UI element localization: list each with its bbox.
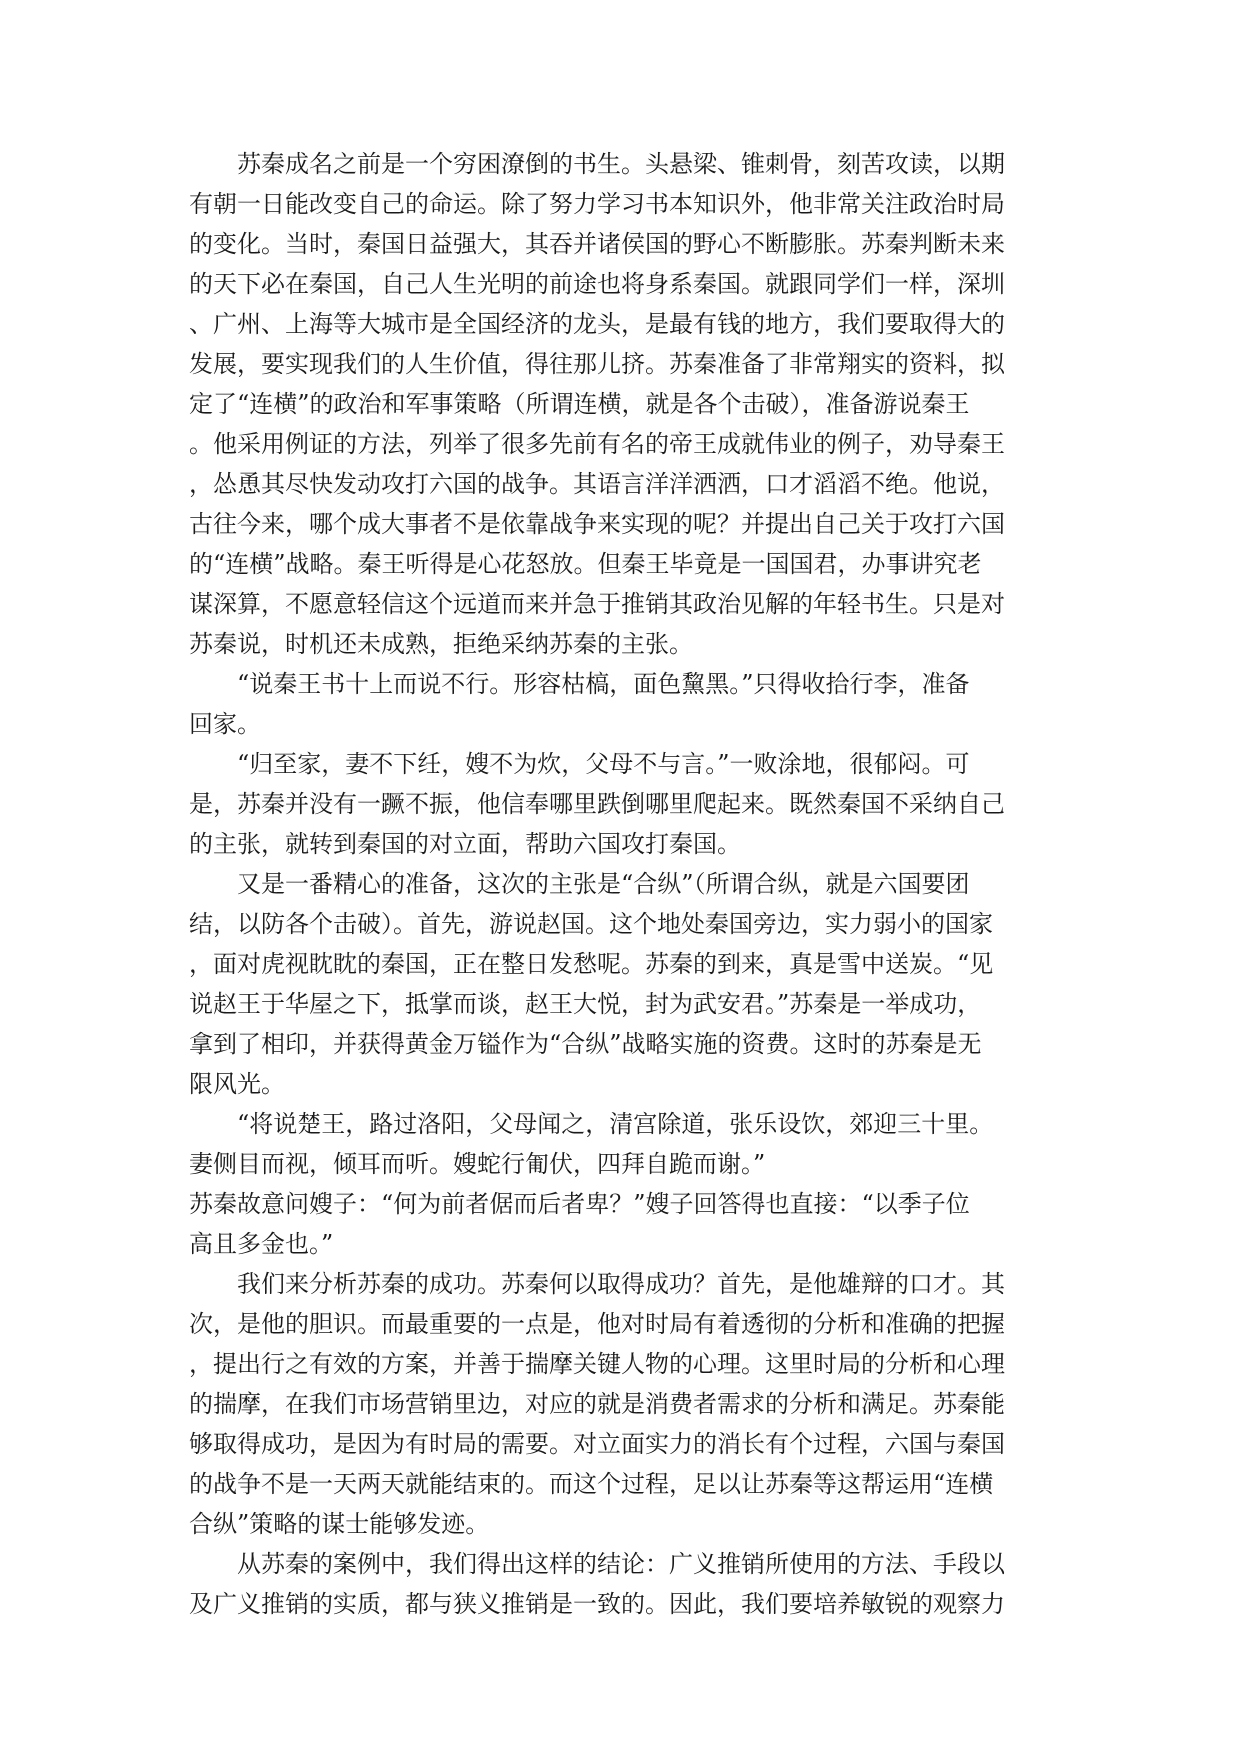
text-line: 的天下必在秦国，自己人生光明的前途也将身系秦国。就跟同学们一样，深圳 <box>189 270 1005 298</box>
text-line: 高且多金也。” <box>189 1230 334 1258</box>
text-line: 苏秦说，时机还未成熟，拒绝采纳苏秦的主张。 <box>189 630 693 658</box>
text-line: 。他采用例证的方法，列举了很多先前有名的帝王成就伟业的例子，劝导秦王 <box>189 430 1005 458</box>
text-line: 及广义推销的实质，都与狭义推销是一致的。因此，我们要培养敏锐的观察力 <box>189 1590 1005 1618</box>
text-line: “将说楚王，路过洛阳，父母闻之，清宫除道，张乐设饮，郊迎三十里。 <box>237 1110 994 1138</box>
text-line: 从苏秦的案例中，我们得出这样的结论：广义推销所使用的方法、手段以 <box>237 1550 1005 1578</box>
text-line: 次，是他的胆识。而最重要的一点是，他对时局有着透彻的分析和准确的把握 <box>189 1310 1005 1338</box>
text-line: “归至家，妻不下纴，嫂不为炊，父母不与言。”一败涂地，很郁闷。可 <box>237 750 970 778</box>
text-line: 妻侧目而视，倾耳而听。嫂蛇行匍伏，四拜自跪而谢。” <box>189 1150 766 1178</box>
text-line: 的揣摩，在我们市场营销里边，对应的就是消费者需求的分析和满足。苏秦能 <box>189 1390 1005 1418</box>
text-line: 有朝一日能改变自己的命运。除了努力学习书本知识外，他非常关注政治时局 <box>189 190 1005 218</box>
text-line: 够取得成功，是因为有时局的需要。对立面实力的消长有个过程，六国与秦国 <box>189 1430 1005 1458</box>
text-line: 、广州、上海等大城市是全国经济的龙头，是最有钱的地方，我们要取得大的 <box>189 310 1005 338</box>
text-line: 发展，要实现我们的人生价值，得往那儿挤。苏秦准备了非常翔实的资料，拟 <box>189 350 1005 378</box>
text-line: ，怂恿其尽快发动攻打六国的战争。其语言洋洋洒洒，口才滔滔不绝。他说， <box>189 470 1005 498</box>
text-line: 的战争不是一天两天就能结束的。而这个过程，足以让苏秦等这帮运用“连横 <box>189 1470 994 1498</box>
text-line: 的主张，就转到秦国的对立面，帮助六国攻打秦国。 <box>189 830 741 858</box>
text-line: 结，以防各个击破）。首先，游说赵国。这个地处秦国旁边，实力弱小的国家 <box>189 910 993 938</box>
text-line: 是，苏秦并没有一蹶不振，他信奉哪里跌倒哪里爬起来。既然秦国不采纳自己 <box>189 790 1005 818</box>
text-line: 的“连横”战略。秦王听得是心花怒放。但秦王毕竟是一国国君，办事讲究老 <box>189 550 982 578</box>
text-line: 古往今来，哪个成大事者不是依靠战争来实现的呢？并提出自己关于攻打六国 <box>189 510 1005 538</box>
text-line: 又是一番精心的准备，这次的主张是“合纵”（所谓合纵，就是六国要团 <box>237 870 970 898</box>
text-line: 合纵”策略的谋士能够发迹。 <box>189 1510 490 1538</box>
text-line: 苏秦故意问嫂子：“何为前者倨而后者卑？”嫂子回答得也直接：“以季子位 <box>189 1190 970 1218</box>
text-line: 的变化。当时，秦国日益强大，其吞并诸侯国的野心不断膨胀。苏秦判断未来 <box>189 230 1005 258</box>
text-line: 回家。 <box>189 710 261 738</box>
text-line: 谋深算，不愿意轻信这个远道而来并急于推销其政治见解的年轻书生。只是对 <box>189 590 1005 618</box>
text-line: ，提出行之有效的方案，并善于揣摩关键人物的心理。这里时局的分析和心理 <box>189 1350 1005 1378</box>
text-line: 拿到了相印，并获得黄金万镒作为“合纵”战略实施的资费。这时的苏秦是无 <box>189 1030 982 1058</box>
text-line: 定了“连横”的政治和军事策略（所谓连横，就是各个击破），准备游说秦王 <box>189 390 970 418</box>
text-line: 限风光。 <box>189 1070 285 1098</box>
text-line: 我们来分析苏秦的成功。苏秦何以取得成功？首先，是他雄辩的口才。其 <box>237 1270 1005 1298</box>
text-line: ，面对虎视眈眈的秦国，正在整日发愁呢。苏秦的到来，真是雪中送炭。“见 <box>189 950 994 978</box>
text-line: “说秦王书十上而说不行。形容枯槁，面色黧黑。”只得收拾行李，准备 <box>237 670 970 698</box>
text-line: 苏秦成名之前是一个穷困潦倒的书生。头悬梁、锥刺骨，刻苦攻读，以期 <box>237 150 1005 178</box>
text-line: 说赵王于华屋之下，抵掌而谈，赵王大悦，封为武安君。”苏秦是一举成功， <box>189 990 982 1018</box>
